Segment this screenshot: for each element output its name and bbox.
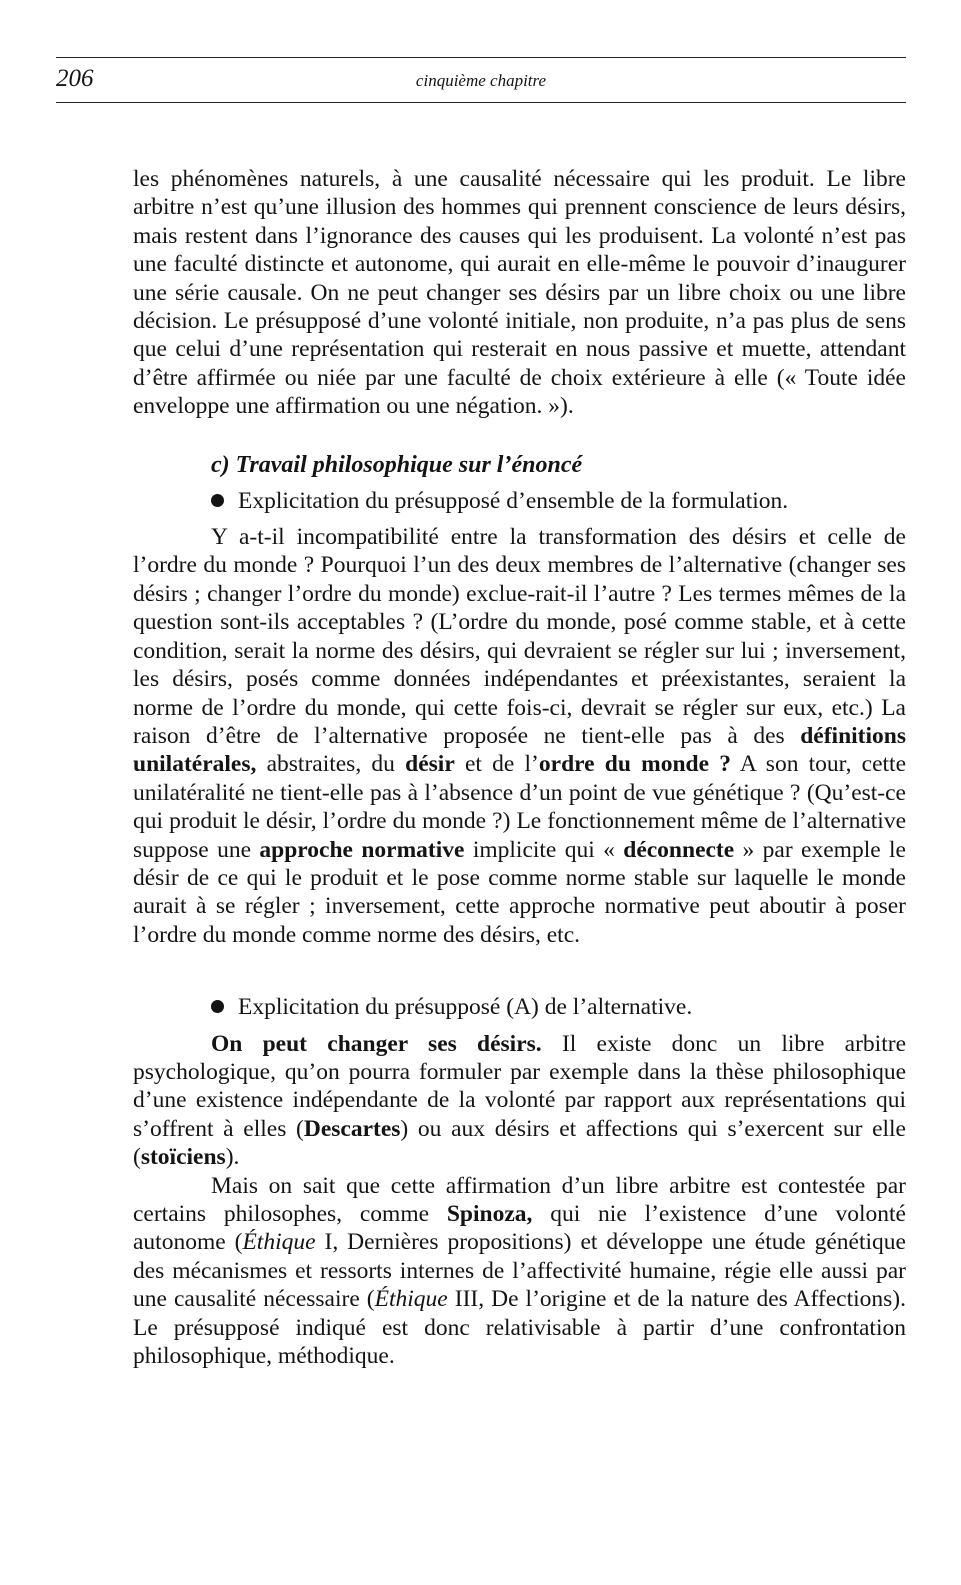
bullet-item-2: [211, 993, 906, 1021]
header-top-rule: [56, 57, 906, 58]
paragraph-2: [133, 523, 906, 949]
p3-bold-3: stoïciens: [140, 1144, 226, 1171]
p2-bold-3: ordre du monde ?: [538, 751, 731, 778]
p2-text-1: Y a-t-il incompatibilité entre la transformation des désirs et celle de l’ordre du monde ? Pourquoi l’un des deux membres de l’alternative (changer ses désirs ; changer l’ordre du monde) exclue-rait-il l’autre ? Les termes mêmes de la question sont-ils acceptables ? (L’ordre du monde, posé comme stable, et à cette condition, serait la norme des désirs, qui devraient se régler sur lui ; inversement, les désirs, posés comme données indépendantes et préexistantes, seraient la norme de l’ordre du monde, qui cette fois-ci, devrait se régler sur eux, etc.) La raison d’être de l’alternative proposée ne tient-elle pas à des: [133, 524, 906, 749]
p4-bold-1: Spinoza,: [446, 1201, 533, 1227]
p3-text-3: ).: [225, 1144, 240, 1171]
section-heading: c) Travail philosophique sur l’énoncé: [211, 451, 583, 478]
p2-bold-5: déconnecte: [623, 836, 735, 863]
bullet-item-1-text: Explicitation du présupposé d’ensemble de la formulation.: [238, 487, 789, 514]
p3-text-2: ) ou aux désirs et affections qui s’exercent sur elle (: [133, 1115, 906, 1171]
page-number: 206: [56, 65, 94, 92]
header-bottom-rule: [56, 102, 906, 103]
p4-text-2: qui nie l’existence d’une volonté autonome (: [133, 1201, 906, 1256]
p4-text-1: Mais on sait que cette affirmation d’un libre arbitre est contestée par certains philosophes, comme: [133, 1172, 906, 1227]
running-head: cinquième chapitre: [415, 71, 547, 90]
p4-text-4: III, De l’origine et de la nature des Affections). Le présupposé indiqué est donc relativisable à partir d’une confrontation philosophique, méthodique.: [133, 1286, 906, 1370]
p2-text-2: abstraites, du: [256, 751, 406, 778]
p3-bold-1: On peut changer ses désirs.: [211, 1030, 542, 1057]
p2-text-6: » par exemple le désir de ce qui le produit et le pose comme norme stable sur laquelle le monde aurait à se régler ; inversement, cette approche normative peut aboutir à poser l’ordre du monde comme norme des désirs, etc.: [133, 836, 906, 948]
p3-text-1: Il existe donc un libre arbitre psychologique, qu’on pourra formuler par exemple dans la thèse philosophique d’une existence indépendante de la volonté par rapport aux représentations qui s’offrent à elles (: [133, 1030, 906, 1142]
p2-text-5: implicite qui «: [464, 836, 624, 863]
paragraph-3: [133, 1030, 906, 1172]
paragraph-4: [133, 1172, 906, 1371]
p2-text-4: A son tour, cette unilatéralité ne tient-elle pas à l’absence d’un point de vue génétique ? (Qu’est-ce qui produit le désir, l’ordre du monde ?) Le fonctionnement même de l’alternative suppose une: [133, 751, 907, 863]
p3-bold-2: Descartes: [303, 1115, 401, 1142]
p4-italic-2: Éthique: [374, 1286, 448, 1313]
p2-bold-1: définitions unilatérales,: [133, 722, 906, 778]
p4-text-3: I, Dernières propositions) et développe une étude génétique des mécanismes et ressorts internes de l’affectivité humaine, régie elle aussi par une causalité nécessaire (: [133, 1229, 906, 1313]
bullet-icon: [211, 1000, 224, 1013]
p2-bold-2: désir: [405, 751, 455, 778]
page-body: [133, 165, 906, 1370]
bullet-item-1: [211, 487, 906, 515]
paragraph-1: les phénomènes naturels, à une causalité nécessaire qui les produit. Le libre arbitre n’est qu’une illusion des hommes qui prennent conscience de leurs désirs, mais restent dans l’ignorance des causes qui les produisent. La volonté n’est pas une faculté distincte et autonome, qui aurait en elle-même le pouvoir d’inaugurer une série causale. On ne peut changer ses désirs par un libre choix ou une libre décision. Le présupposé d’une volonté initiale, non produite, n’a pas plus de sens que celui d’une représentation qui resterait en nous passive et muette, attendant d’être affirmée ou niée par une faculté de choix extérieure à elle (« Toute idée enveloppe une affirmation ou une négation. »).: [133, 166, 906, 420]
bullet-item-2-text: Explicitation du présupposé (A) de l’alternative.: [238, 994, 693, 1021]
bullet-icon: [211, 494, 224, 507]
p4-italic-1: Éthique: [242, 1229, 316, 1256]
p2-bold-4: approche normative: [259, 836, 465, 863]
p2-text-3: et de l’: [454, 751, 539, 778]
